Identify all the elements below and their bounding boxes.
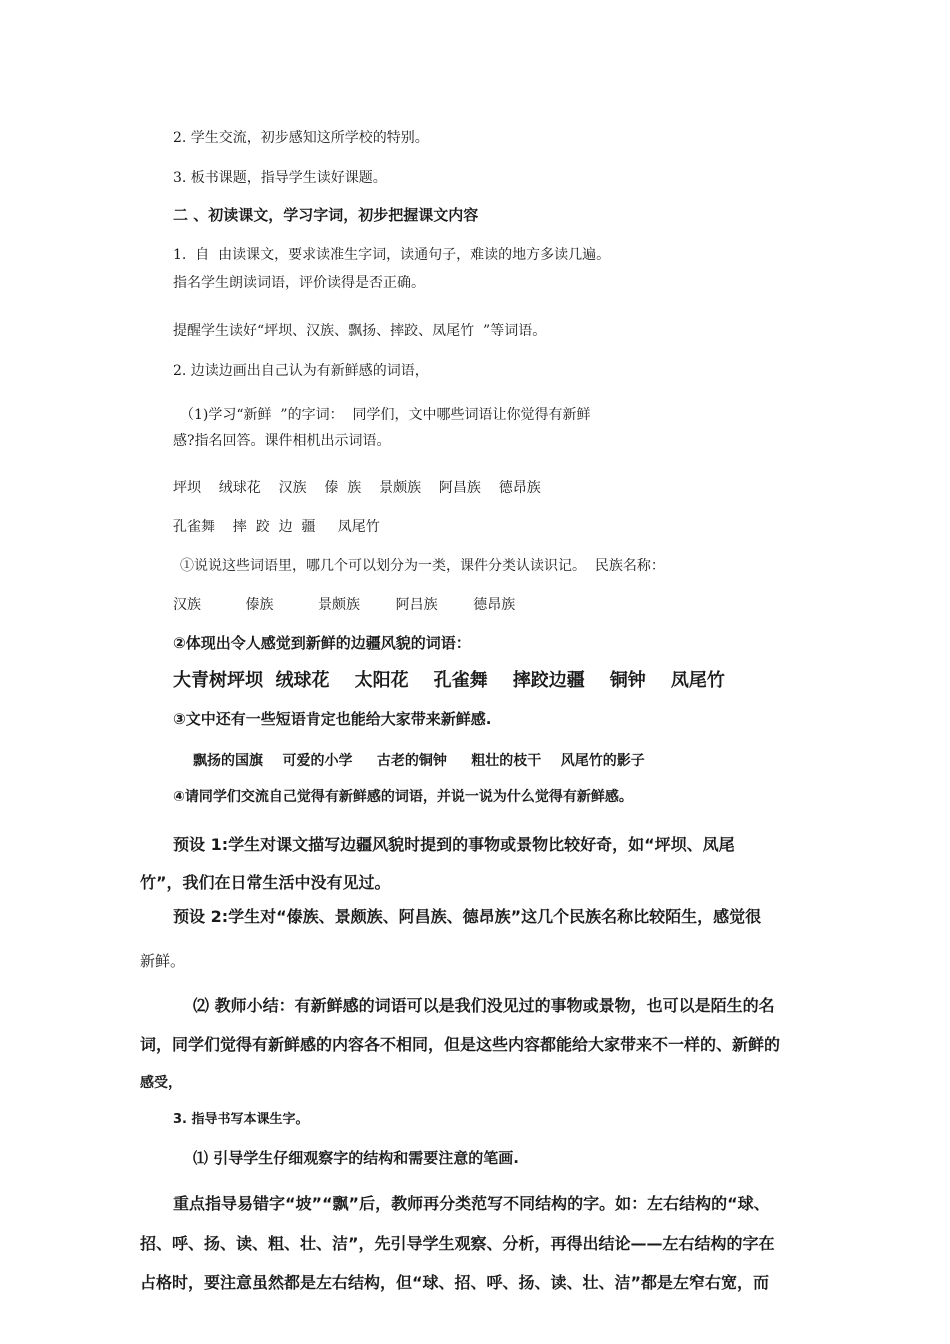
text-line: 3. 指导书写本课生字。 [173,1112,309,1127]
text-line: ④请同学们交流自己觉得有新鲜感的词语，并说一说为什么觉得有新鲜感。 [173,789,633,805]
text-line: ⑴ 引导学生仔细观察字的结构和需要注意的笔画. [193,1149,519,1167]
text-line: 2. 学生交流，初步感知这所学校的特别。 [173,130,429,146]
text-line: 重点指导易错字“坡”“飘”后，教师再分类范写不同结构的字。如：左右结构的“球、 [173,1194,770,1213]
text-line: 占格时，要注意虽然都是左右结构，但“球、招、呼、扬、读、壮、洁”都是左窄右宽，而 [140,1273,770,1292]
text-line: 提醒学生读好“坪坝、汉族、飘扬、摔跤、凤尾竹 ”等词语。 [173,323,547,339]
word-list: 飘扬的国旗 可爱的小学 古老的铜钟 粗壮的枝干 风尾竹的影子 [193,753,645,769]
text-line: 竹”，我们在日常生活中没有见过。 [140,873,391,892]
text-line: 2. 边读边画出自己认为有新鲜感的词语， [173,363,429,379]
word-list: 孔雀舞 摔 跤 边 疆 凤尾竹 [173,519,380,535]
text-line: 预设 1:学生对课文描写边疆风貌时提到的事物或景物比较好奇，如“坪坝、凤尾 [173,835,735,854]
text-line: 词，同学们觉得有新鲜感的内容各不相同，但是这些内容都能给大家带来不一样的、新鲜的 [140,1035,781,1054]
word-list: 坪坝 绒球花 汉族 傣 族 景颇族 阿昌族 德昂族 [173,480,541,496]
text-line: 预设 2:学生对“傣族、景颇族、阿昌族、德昂族”这几个民族名称比较陌生，感觉很 [173,907,762,926]
text-line: 新鲜。 [140,952,186,970]
text-line: ②体现出令人感觉到新鲜的边疆风貌的词语： [173,634,471,652]
text-line: 感受， [140,1075,182,1091]
text-line: 指名学生朗读词语，评价读得是否正确。 [173,275,425,291]
word-list: 大青树坪坝 绒球花 太阳花 孔雀舞 摔跤边疆 铜钟 凤尾竹 [173,670,725,691]
text-line: 3. 板书课题，指导学生读好课题。 [173,170,387,186]
text-line: ③文中还有一些短语肯定也能给大家带来新鲜感. [173,710,492,728]
text-line: （1)学习“新鲜 ”的字词： 同学们，文中哪些词语让你觉得有新鲜 [180,407,591,423]
text-line: 招、呼、扬、读、粗、壮、洁”，先引导学生观察、分析，再得出结论——左右结构的字在 [140,1234,775,1253]
section-heading: 二 、初读课文，学习字词，初步把握课文内容 [173,206,479,224]
text-line: 1. 自 由读课文，要求读准生字词，读通句子，难读的地方多读几遍。 [173,247,611,263]
word-list: 汉族 傣族 景颇族 阿吕族 德昂族 [173,597,516,613]
text-line: 感?指名回答。课件相机出示词语。 [173,433,391,449]
text-line: ⑵ 教师小结：有新鲜感的词语可以是我们没见过的事物或景物，也可以是陌生的名 [193,996,775,1015]
text-line: ①说说这些词语里，哪几个可以划分为一类，课件分类认读识记。 民族名称： [180,558,665,574]
